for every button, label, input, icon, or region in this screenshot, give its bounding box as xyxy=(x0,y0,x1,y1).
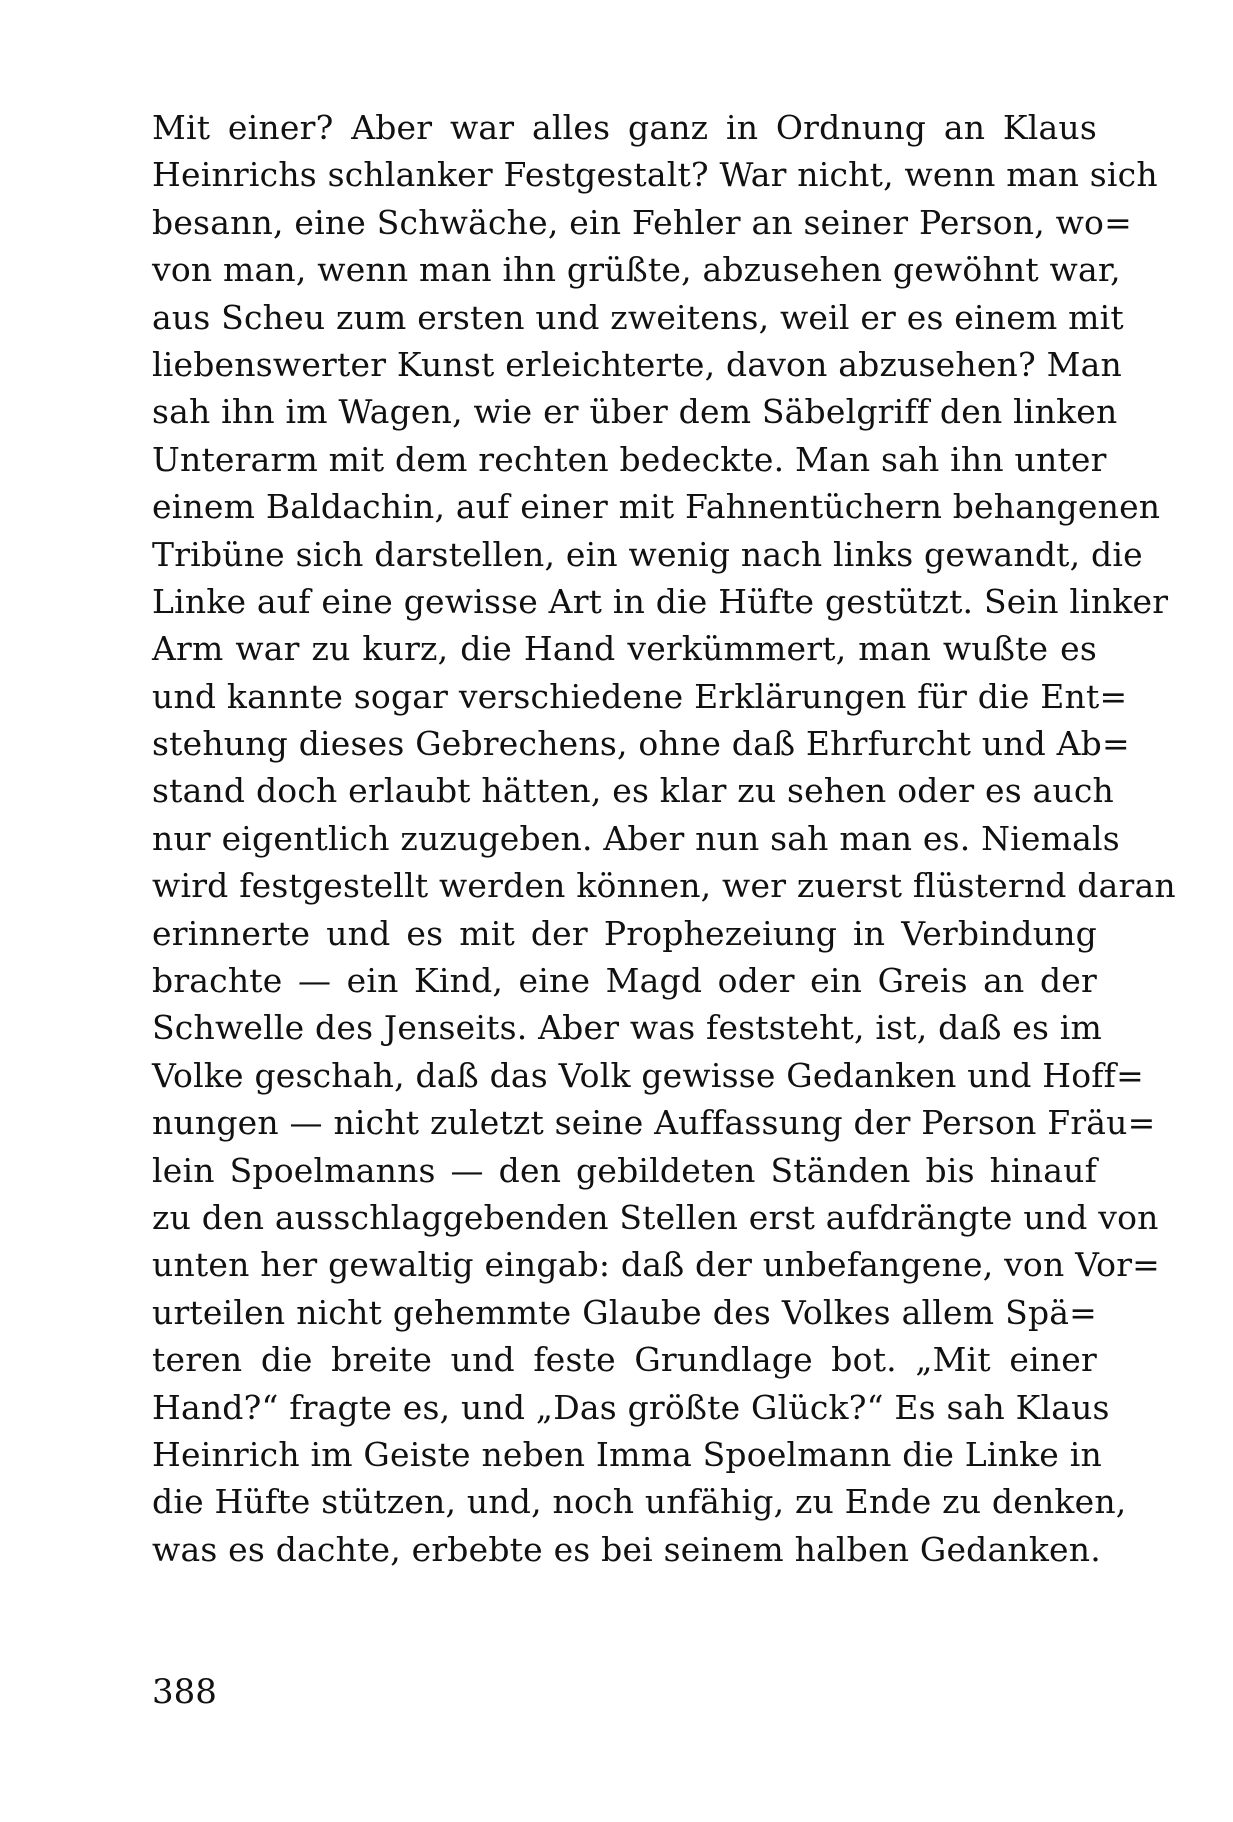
text-line: brachte — ein Kind, eine Magd oder ein Greis an der xyxy=(152,961,1097,1001)
text-line: wird festgestellt werden können, wer zuerst flüsternd daran xyxy=(152,866,1176,906)
text-line: stand doch erlaubt hätten, es klar zu sehen oder es auch xyxy=(152,771,1114,811)
text-line: unten her gewaltig eingab: daß der unbefangene, von Vor= xyxy=(152,1245,1161,1285)
text-line: die Hüfte stützen, und, noch unfähig, zu Ende zu denken, xyxy=(152,1482,1127,1522)
text-line: Linke auf eine gewisse Art in die Hüfte gestützt. Sein linker xyxy=(152,581,1169,621)
text-line: Arm war zu kurz, die Hand verkümmert, man wußte es xyxy=(152,629,1097,669)
text-line: stehung dieses Gebrechens, ohne daß Ehrfurcht und Ab= xyxy=(152,724,1130,764)
text-line: Heinrich im Geiste neben Imma Spoelmann die Linke in xyxy=(152,1434,1102,1474)
text-line: lein Spoelmanns — den gebildeten Ständen bis hinauf xyxy=(152,1150,1097,1190)
text-line: Mit einer? Aber war alles ganz in Ordnung an Klaus xyxy=(152,108,1097,147)
text-line: liebenswerter Kunst erleichterte, davon abzusehen? Man xyxy=(152,344,1122,384)
body-text xyxy=(152,104,1176,1573)
text-line: nungen — nicht zuletzt seine Auffassung der Person Fräu= xyxy=(152,1103,1156,1143)
text-line: zu den ausschlaggebenden Stellen erst aufdrängte und von xyxy=(152,1197,1159,1237)
text-line: Tribüne sich darstellen, ein wenig nach links gewandt, die xyxy=(152,534,1143,574)
text-line: was es dachte, erbebte es bei seinem halben Gedanken. xyxy=(152,1529,1101,1569)
text-line: Heinrichs schlanker Festgestalt? War nicht, wenn man sich xyxy=(152,155,1158,195)
text-line: sah ihn im Wagen, wie er über dem Säbelgriff den linken xyxy=(152,392,1118,432)
text-line: besann, eine Schwäche, ein Fehler an seiner Person, wo= xyxy=(152,202,1132,242)
text-line: teren die breite und feste Grundlage bot. „Mit einer xyxy=(152,1340,1097,1380)
text-line: urteilen nicht gehemmte Glaube des Volkes allem Spä= xyxy=(152,1292,1097,1332)
text-line: von man, wenn man ihn grüßte, abzusehen gewöhnt war, xyxy=(152,250,1121,290)
text-line: einem Baldachin, auf einer mit Fahnentüchern behangenen xyxy=(152,487,1161,527)
text-line: Hand?“ fragte es, und „Das größte Glück?“ Es sah Klaus xyxy=(152,1387,1110,1427)
text-line: erinnerte und es mit der Prophezeiung in Verbindung xyxy=(152,913,1097,953)
text-line: Unterarm mit dem rechten bedeckte. Man sah ihn unter xyxy=(152,439,1107,479)
text-line: und kannte sogar verschiedene Erklärungen für die Ent= xyxy=(152,676,1128,716)
text-line: Volke geschah, daß das Volk gewisse Gedanken und Hoff= xyxy=(152,1055,1144,1095)
page-number: 388 xyxy=(152,1672,217,1712)
text-line: Schwelle des Jenseits. Aber was feststeht, ist, daß es im xyxy=(152,1008,1103,1048)
text-line: nur eigentlich zuzugeben. Aber nun sah man es. Niemals xyxy=(152,818,1120,858)
text-line: aus Scheu zum ersten und zweitens, weil er es einem mit xyxy=(152,297,1124,337)
